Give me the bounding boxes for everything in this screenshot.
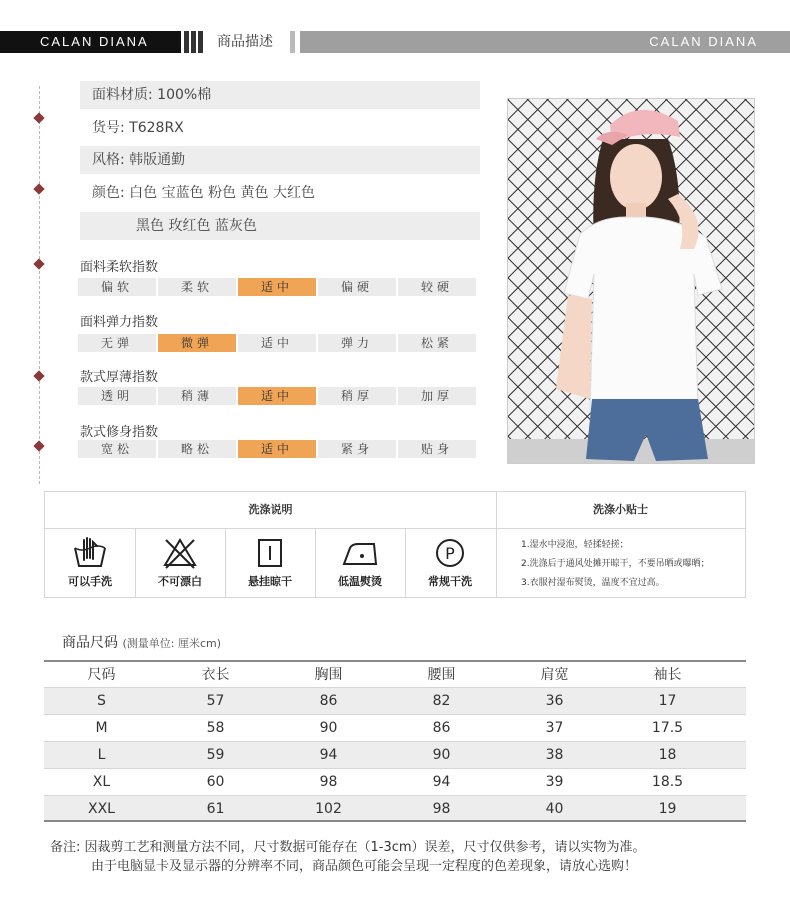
column-header: 肩宽: [540, 667, 569, 683]
tip-item: 3.衣服衬湿布熨烫，温度不宜过高。: [521, 578, 665, 588]
scale-option: 适中: [238, 387, 316, 405]
dry-clean-cell: [405, 529, 495, 597]
scale-option: 稍薄: [158, 387, 236, 405]
scale-option: 柔软: [158, 278, 236, 296]
size-section-title: [62, 632, 221, 652]
table-cell: 60: [206, 774, 225, 790]
table-cell: 57: [206, 693, 225, 709]
timeline-line: [39, 86, 40, 484]
column-header: 胸围: [314, 667, 343, 683]
size-unit: (测量单位: 厘米cm): [122, 637, 222, 650]
table-cell: 90: [319, 720, 338, 736]
fabric-material: 面料材质: 100%棉: [80, 81, 480, 109]
fit-scale: [78, 440, 478, 458]
scale-option: 偏硬: [318, 278, 396, 296]
elasticity-title: 面料弹力指数: [80, 315, 159, 330]
column-header: 腰围: [427, 667, 456, 683]
table-row: [44, 687, 746, 714]
size-table: [44, 660, 746, 822]
table-cell: 61: [206, 801, 225, 817]
table-cell: 58: [206, 720, 225, 736]
scale-option: 透明: [78, 387, 156, 405]
washing-instructions: [44, 491, 746, 598]
table-cell: 40: [545, 801, 564, 817]
scale-option: 适中: [238, 440, 316, 458]
table-cell: 39: [545, 774, 564, 790]
timeline-dot: [33, 183, 44, 194]
table-cell: 98: [432, 801, 451, 817]
low-iron-icon: [340, 536, 380, 570]
column-header: 袖长: [653, 667, 682, 683]
washing-title: 洗涤说明: [248, 503, 293, 516]
low-iron-label: 低温熨烫: [338, 575, 382, 588]
scale-option: 紧身: [318, 440, 396, 458]
note-line: 由于电脑显卡及显示器的分辨率不同，商品颜色可能会呈现一定程度的色差现象，请放心选购！: [91, 859, 638, 874]
size-title: 商品尺码: [62, 635, 118, 651]
softness-title: 面料柔软指数: [80, 260, 159, 275]
table-cell: 86: [319, 693, 338, 709]
scale-option: 较硬: [398, 278, 476, 296]
svg-text:P: P: [445, 544, 455, 563]
style: 风格: 韩版通勤: [80, 146, 480, 174]
scale-option: 加厚: [398, 387, 476, 405]
table-cell: 102: [315, 801, 342, 817]
tip-item: 2.洗涤后于通风处摊开晾干，不要吊晒或曝晒；: [521, 559, 710, 569]
table-cell: 94: [432, 774, 451, 790]
hand-wash-label: 可以手洗: [68, 575, 112, 588]
scale-option: 适中: [238, 278, 316, 296]
dry-clean-icon: [432, 536, 468, 570]
scale-option: 无弹: [78, 334, 156, 352]
scale-option: 贴身: [398, 440, 476, 458]
table-row: [44, 768, 746, 795]
colors-line-1: 颜色: 白色 宝蓝色 粉色 黄色 大红色: [92, 185, 315, 201]
elasticity-scale: [78, 334, 478, 352]
table-cell: 94: [319, 747, 338, 763]
table-row: [44, 795, 746, 822]
no-bleach-label: 不可漂白: [158, 575, 202, 588]
fit-title: 款式修身指数: [80, 425, 159, 440]
table-cell: 36: [545, 693, 564, 709]
header-band: [0, 31, 790, 53]
scale-option: 偏软: [78, 278, 156, 296]
scale-option: 略松: [158, 440, 236, 458]
brand-right: CALAN DIANA: [300, 31, 790, 53]
divider: [496, 492, 497, 597]
table-cell: 17.5: [651, 720, 684, 736]
scale-option: 弹力: [318, 334, 396, 352]
table-cell: XL: [92, 774, 111, 790]
scale-option: 适中: [238, 334, 316, 352]
scale-option: 松紧: [398, 334, 476, 352]
product-photo: [507, 98, 755, 464]
item-number: 货号: T628RX: [92, 120, 184, 136]
table-cell: 82: [432, 693, 451, 709]
table-cell: 59: [206, 747, 225, 763]
column-header: 衣长: [201, 667, 230, 683]
no-bleach-icon: [162, 536, 198, 570]
model-illustration: [508, 99, 755, 464]
table-row: [44, 741, 746, 768]
table-cell: 86: [432, 720, 451, 736]
note-line: 备注: 因裁剪工艺和测量方法不同，尺寸数据可能存在（1-3cm）误差，尺寸仅供参考，请以实物为准。: [50, 840, 646, 855]
scale-option: 微弹: [158, 334, 236, 352]
brand-left: CALAN DIANA: [0, 31, 181, 53]
table-cell: M: [95, 720, 108, 736]
no-bleach-cell: [135, 529, 225, 597]
notes: [50, 838, 646, 876]
thickness-title: 款式厚薄指数: [80, 370, 159, 385]
table-cell: 37: [545, 720, 564, 736]
table-cell: 98: [319, 774, 338, 790]
table-cell: 90: [432, 747, 451, 763]
dry-clean-label: 常规干洗: [428, 575, 472, 588]
header-stripe: [191, 31, 196, 53]
table-cell: 17: [658, 693, 677, 709]
header-stripe: [184, 31, 189, 53]
hang-dry-icon: [252, 536, 288, 570]
table-cell: 18: [658, 747, 677, 763]
timeline-dot: [33, 440, 44, 451]
table-cell: S: [97, 693, 106, 709]
scale-option: 宽松: [78, 440, 156, 458]
table-cell: 38: [545, 747, 564, 763]
timeline-dot: [33, 370, 44, 381]
hand-wash-cell: [45, 529, 135, 597]
section-title: 商品描述: [217, 34, 273, 50]
header-stripe: [290, 31, 295, 53]
table-cell: 19: [658, 801, 677, 817]
colors-line-2: 黑色 玫红色 蓝灰色: [80, 212, 480, 240]
table-cell: XXL: [88, 801, 115, 817]
table-cell: L: [97, 747, 106, 763]
column-header: 尺码: [87, 667, 116, 683]
timeline-dot: [33, 112, 44, 123]
table-header-row: [44, 660, 746, 687]
tips-title: 洗涤小贴士: [593, 503, 648, 516]
table-row: [44, 714, 746, 741]
scale-option: 稍厚: [318, 387, 396, 405]
timeline-dot: [33, 258, 44, 269]
tip-item: 1.湿水中浸泡，轻揉轻搓；: [521, 540, 629, 550]
softness-scale: [78, 278, 478, 296]
hand-wash-icon: [72, 536, 108, 570]
low-iron-cell: [315, 529, 405, 597]
hang-dry-cell: [225, 529, 315, 597]
washing-tips: [521, 536, 710, 593]
hang-dry-label: 悬挂晾干: [248, 575, 292, 588]
thickness-scale: [78, 387, 478, 405]
table-cell: 18.5: [651, 774, 684, 790]
header-stripe: [198, 31, 203, 53]
